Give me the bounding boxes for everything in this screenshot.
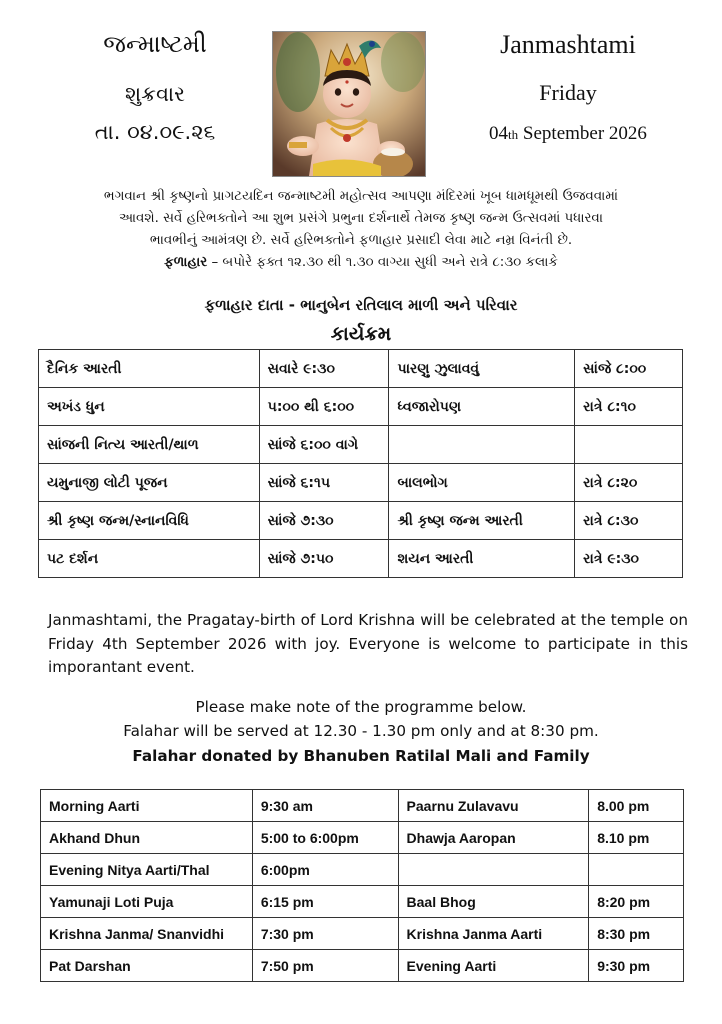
gujarati-invitation-line: આવશે. સર્વે હરિભક્તોને આ શુભ પ્રસંગે પ્રભુના દર્શનાર્થે તેમજ કૃષ્ણ જન્મ ઉત્સવમાં પધારવા: [118, 211, 604, 226]
event-name-cell: બાલભોગ: [389, 464, 575, 502]
english-day: Friday: [539, 80, 597, 105]
event-name-cell: [389, 426, 575, 464]
event-time-cell: ૫:૦૦ થી ૬:૦૦: [259, 388, 389, 426]
gujarati-programme-title: કાર્યક્રમ: [330, 323, 392, 345]
english-date-suffix: th: [508, 127, 519, 142]
english-title: Janmashtami: [500, 30, 636, 59]
gujarati-schedule-row: [39, 350, 683, 388]
event-name-cell: પટ દર્શન: [39, 540, 260, 578]
english-falahar-note: Falahar will be served at 12.30 - 1.30 pm only and at 8:30 pm.: [123, 722, 599, 740]
event-time-cell: 8.00 pm: [589, 790, 684, 822]
gujarati-falahar-line: [40, 252, 682, 274]
english-schedule-table: [40, 789, 684, 982]
krishna-portrait: [272, 31, 426, 177]
event-time-cell: સાંજે ૬:૧૫: [259, 464, 389, 502]
event-name-cell: દૈનિક આરતી: [39, 350, 260, 388]
event-time-cell: [575, 426, 683, 464]
english-schedule-row: [41, 854, 684, 886]
gujarati-invitation-line: ભાવભીનું આમંત્રણ છે. સર્વે હરિભક્તોને ફળાહાર પ્રસાદી લેવા માટે નમ્ર વિનંતી છે.: [149, 233, 573, 248]
gujarati-day: શુક્રવાર: [124, 82, 186, 106]
english-schedule-row: [41, 950, 684, 982]
gujarati-date: તા. ૦૪.૦૯.૨૬: [94, 120, 216, 144]
event-time-cell: 9:30 am: [252, 790, 398, 822]
event-time-cell: સાંજે ૮:૦૦: [575, 350, 683, 388]
event-time-cell: 8:20 pm: [589, 886, 684, 918]
gujarati-donor: ફળાહાર દાતા - ભાનુબેન રતિલાલ માળી અને પરિવાર: [204, 296, 518, 314]
english-programme-note: Please make note of the programme below.: [195, 698, 527, 716]
event-time-cell: સવારે ૯:૩૦: [259, 350, 389, 388]
gujarati-schedule-row: [39, 388, 683, 426]
event-time-cell: સાંજે ૭:૫૦: [259, 540, 389, 578]
english-schedule-row: [41, 790, 684, 822]
event-name-cell: પારણુ ઝુલાવવું: [389, 350, 575, 388]
event-time-cell: [589, 854, 684, 886]
event-time-cell: 7:30 pm: [252, 918, 398, 950]
event-name-cell: Baal Bhog: [398, 886, 589, 918]
gujarati-schedule-row: [39, 540, 683, 578]
event-name-cell: Dhawja Aaropan: [398, 822, 589, 854]
event-name-cell: Evening Aarti: [398, 950, 589, 982]
event-name-cell: Evening Nitya Aarti/Thal: [41, 854, 253, 886]
event-time-cell: 9:30 pm: [589, 950, 684, 982]
event-name-cell: Yamunaji Loti Puja: [41, 886, 253, 918]
event-time-cell: રાત્રે ૮:૨૦: [575, 464, 683, 502]
event-name-cell: Pat Darshan: [41, 950, 253, 982]
gujarati-schedule-row: [39, 464, 683, 502]
gujarati-invitation-line: ભગવાન શ્રી કૃષ્ણનો પ્રાગટયદિન જન્માષ્ટમી મહોત્સવ આપણા મંદિરમાં ખૂબ ધામધૂમથી ઉજવવામાં: [103, 189, 619, 204]
gujarati-schedule-row: [39, 426, 683, 464]
gujarati-title: જન્માષ્ટમી: [103, 30, 207, 58]
event-time-cell: 7:50 pm: [252, 950, 398, 982]
english-date-rest: September 2026: [518, 123, 647, 144]
event-name-cell: Morning Aarti: [41, 790, 253, 822]
event-name-cell: યમુનાજી લોટી પૂજન: [39, 464, 260, 502]
english-schedule-row: [41, 822, 684, 854]
english-schedule-row: [41, 918, 684, 950]
gujarati-falahar-label: ફળાહાર: [164, 255, 208, 270]
event-name-cell: ધ્વજારોપણ: [389, 388, 575, 426]
event-name-cell: [398, 854, 589, 886]
event-time-cell: 8:30 pm: [589, 918, 684, 950]
event-time-cell: 5:00 to 6:00pm: [252, 822, 398, 854]
english-date: [448, 123, 688, 145]
event-time-cell: 6:00pm: [252, 854, 398, 886]
event-time-cell: રાત્રે ૮:૩૦: [575, 502, 683, 540]
event-time-cell: સાંજે ૬:૦૦ વાગે: [259, 426, 389, 464]
english-donor: Falahar donated by Bhanuben Ratilal Mali and Family: [132, 747, 590, 765]
gujarati-invitation: [40, 186, 682, 274]
event-name-cell: Paarnu Zulavavu: [398, 790, 589, 822]
event-name-cell: શયન આરતી: [389, 540, 575, 578]
english-invitation: Janmashtami, the Pragatay-birth of Lord Krishna will be celebrated at the temple on Friday 4th September 2026 with joy. Everyone is welcome to participate in this imporantant event.: [48, 611, 688, 676]
event-name-cell: Krishna Janma/ Snanvidhi: [41, 918, 253, 950]
event-time-cell: રાત્રે ૯:૩૦: [575, 540, 683, 578]
english-date-number: 04: [489, 123, 509, 144]
english-schedule-row: [41, 886, 684, 918]
event-name-cell: Akhand Dhun: [41, 822, 253, 854]
gujarati-schedule-row: [39, 502, 683, 540]
gujarati-falahar-text: – બપોરે ફક્ત ૧૨.૩૦ થી ૧.૩૦ વાગ્યા સુધી અને રાત્રે ૮:૩૦ કલાકે: [207, 255, 558, 270]
event-name-cell: શ્રી કૃષ્ણ જન્મ/સ્નાનવિધિ: [39, 502, 260, 540]
event-time-cell: 8.10 pm: [589, 822, 684, 854]
event-name-cell: સાંજની નિત્ય આરતી/થાળ: [39, 426, 260, 464]
event-name-cell: અખંડ ધુન: [39, 388, 260, 426]
event-time-cell: રાત્રે ૮:૧૦: [575, 388, 683, 426]
gujarati-schedule-table: [38, 349, 683, 578]
event-time-cell: સાંજે ૭:૩૦: [259, 502, 389, 540]
event-name-cell: શ્રી કૃષ્ણ જન્મ આરતી: [389, 502, 575, 540]
event-name-cell: Krishna Janma Aarti: [398, 918, 589, 950]
event-time-cell: 6:15 pm: [252, 886, 398, 918]
krishna-illustration: [273, 32, 425, 176]
